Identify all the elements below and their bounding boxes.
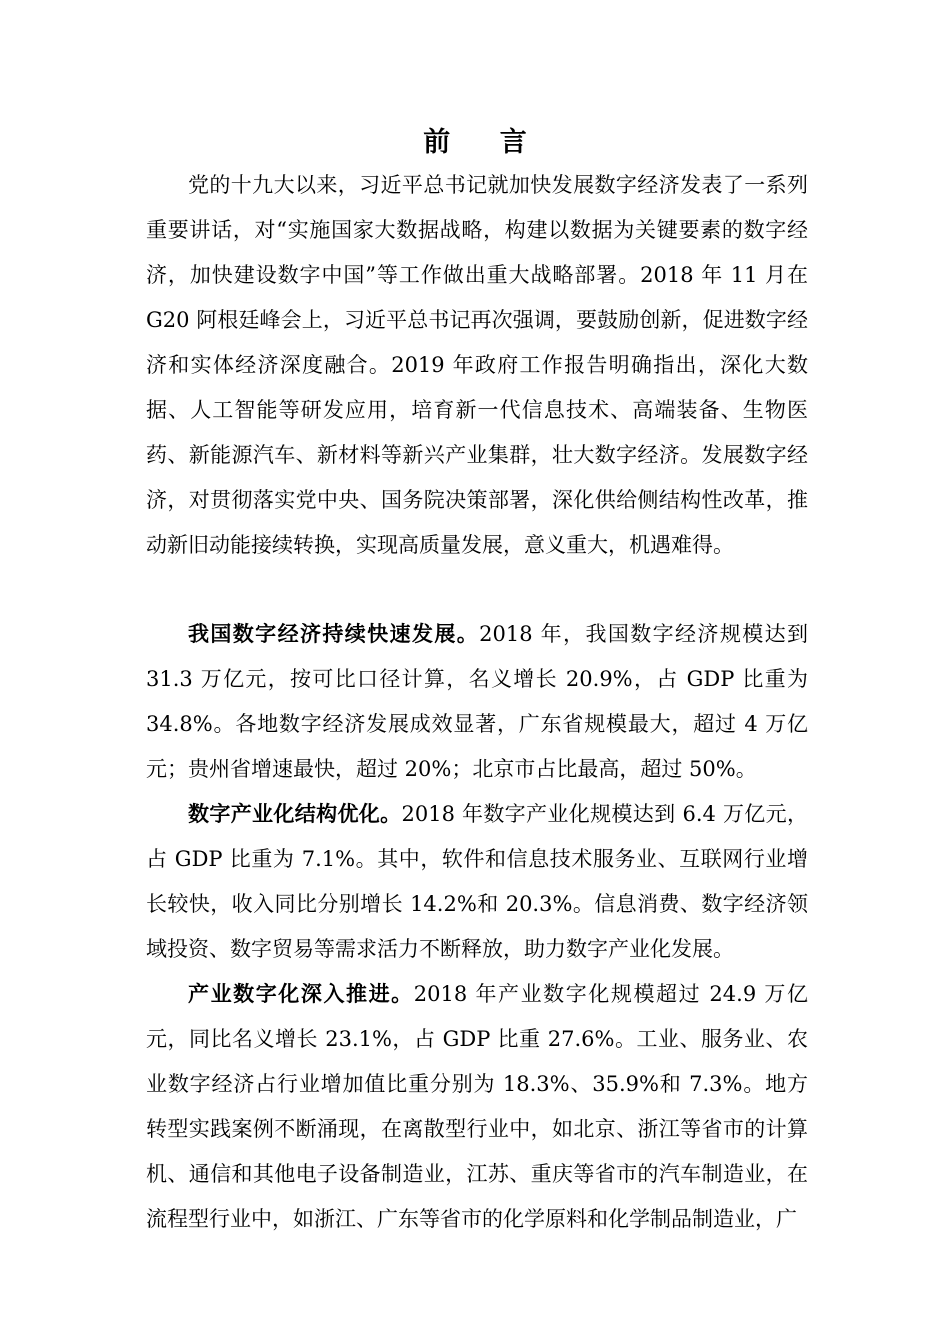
paragraph-digital-economy bbox=[146, 612, 808, 792]
paragraph-lead: 产业数字化深入推进。 bbox=[188, 982, 414, 1006]
paragraph-industrial-digitalization bbox=[146, 972, 808, 1242]
page-title: 前 言 bbox=[423, 127, 547, 158]
paragraph-text: 2018 年产业数字化规模超过 24.9 万亿元，同比名义增长 23.1%，占 GDP 比重 27.6%。工业、服务业、农业数字经济占行业增加值比重分别为 18.3%、35.9%和 7.3%。地方转型实践案例不断涌现，在离散型行业中，如北京、浙江等省市的计算机、通信和其他电子设备制造业，江苏、重庆等省市的汽车制造业，在流程型行业中，如浙江、广东等省市的化学原料和化学制品制造业，广 bbox=[146, 982, 809, 1231]
paragraph-digital-industrialization bbox=[146, 792, 808, 972]
paragraph-lead: 数字产业化结构优化。 bbox=[188, 802, 402, 826]
paragraph-text: 2018 年数字产业化规模达到 6.4 万亿元，占 GDP 比重为 7.1%。其中，软件和信息技术服务业、互联网行业增长较快，收入同比分别增长 14.2%和 20.3%。信息消费、数字经济领域投资、数字贸易等需求活力不断释放，助力数字产业化发展。 bbox=[146, 802, 808, 961]
paragraph-intro bbox=[146, 163, 808, 568]
paragraph-text: 党的十九大以来，习近平总书记就加快发展数字经济发表了一系列重要讲话，对“实施国家大数据战略，构建以数据为关键要素的数字经济，加快建设数字中国”等工作做出重大战略部署。2018 年 11 月在 G20 阿根廷峰会上，习近平总书记再次强调，要鼓励创新，促进数字经济和实体经济深度融合。2019 年政府工作报告明确指出，深化大数据、人工智能等研发应用，培育新一代信息技术、高端装备、生物医药、新能源汽车、新材料等新兴产业集群，壮大数字经济。发展数字经济，对贯彻落实党中央、国务院决策部署，深化供给侧结构性改革，推动新旧动能接续转换，实现高质量发展，意义重大，机遇难得。 bbox=[146, 173, 808, 557]
paragraph-text: 2018 年，我国数字经济规模达到 31.3 万亿元，按可比口径计算，名义增长 20.9%，占 GDP 比重为 34.8%。各地数字经济发展成效显著，广东省规模最大，超过 4 万亿元；贵州省增速最快，超过 20%；北京市占比最高，超过 50%。 bbox=[146, 622, 808, 781]
paragraph-lead: 我国数字经济持续快速发展。 bbox=[188, 622, 480, 646]
